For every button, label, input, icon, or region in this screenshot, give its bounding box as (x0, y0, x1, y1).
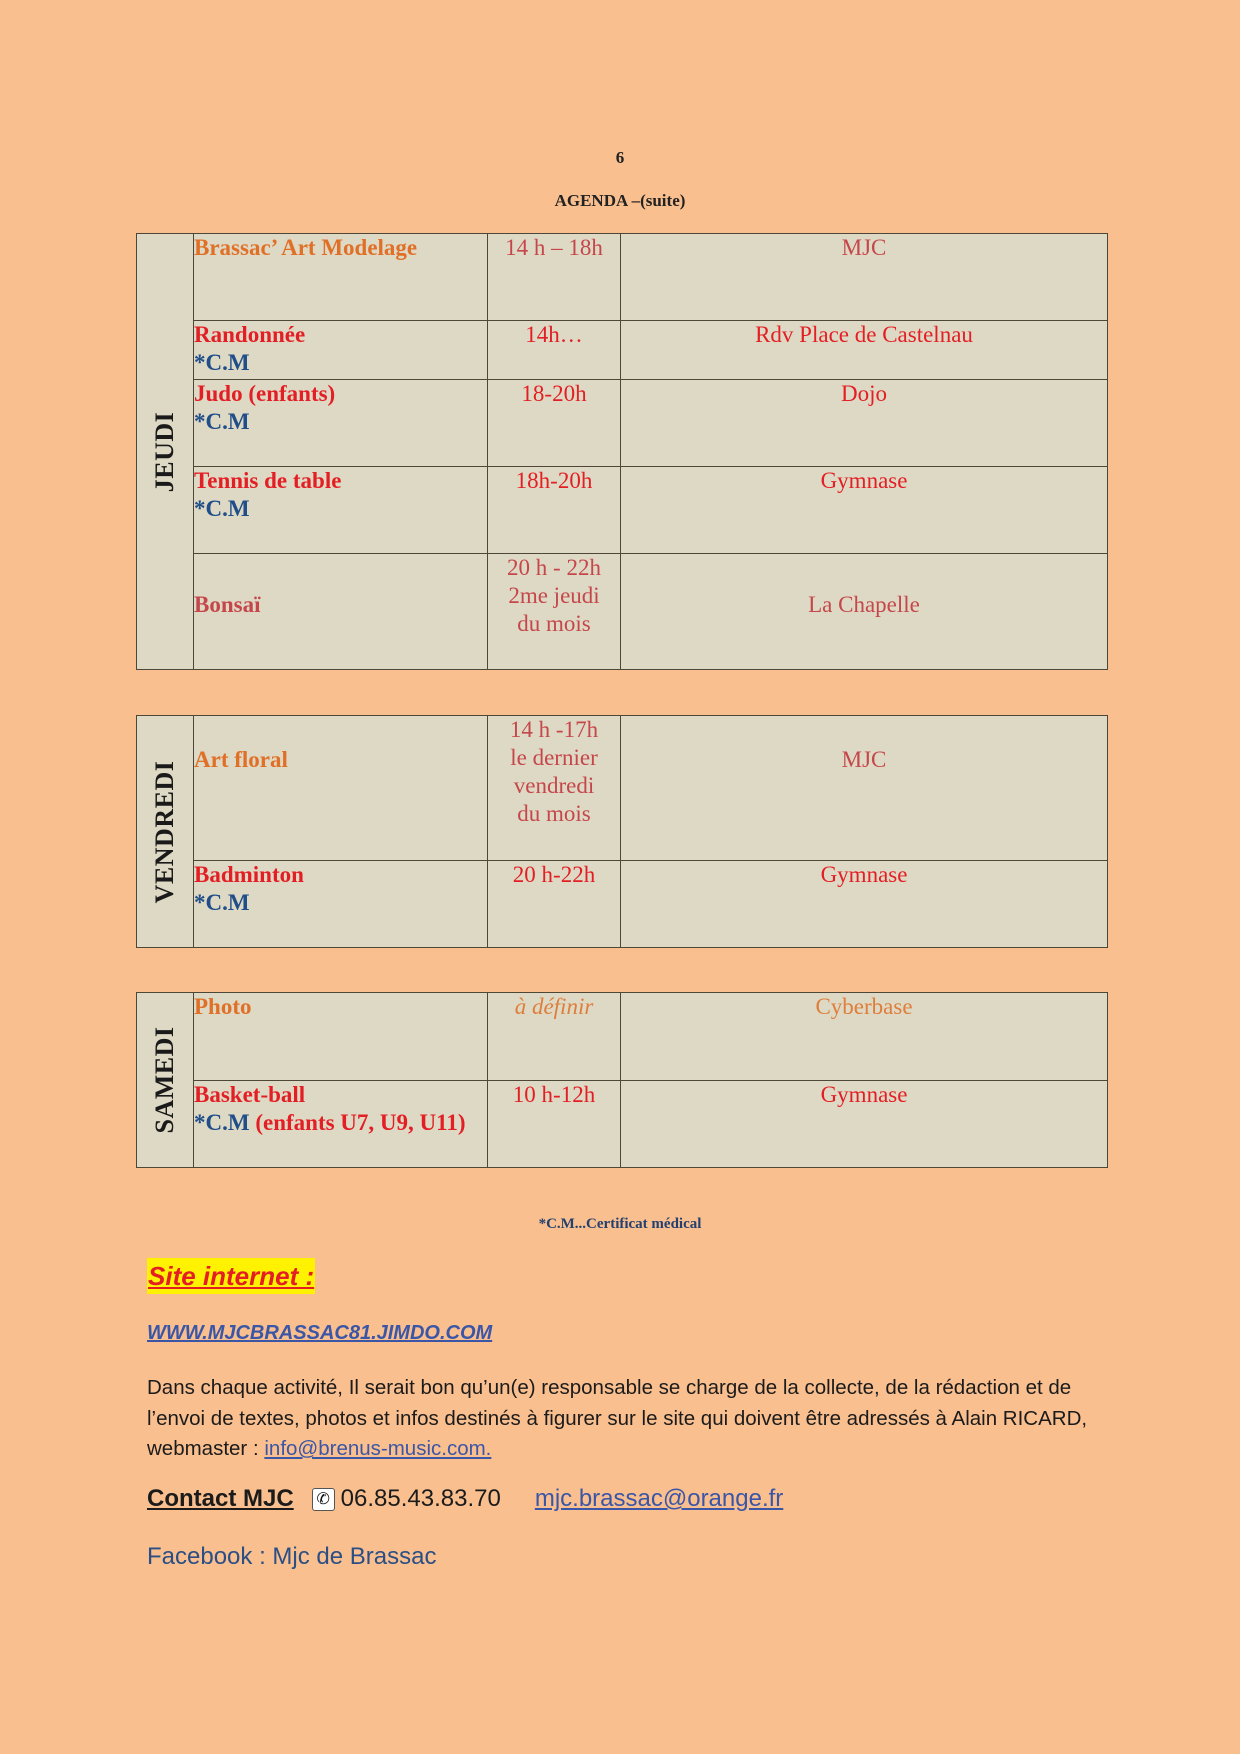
activity-cell (194, 861, 488, 948)
place-cell: Rdv Place de Castelnau (621, 321, 1108, 380)
activity-name: Tennis de table (194, 468, 342, 493)
day-label: SAMEDI (150, 1026, 179, 1134)
time-cell (488, 467, 621, 554)
activity-cell (194, 1081, 488, 1168)
day-cell (137, 993, 194, 1168)
time-line: 18-20h (521, 381, 587, 406)
activity-cell (194, 993, 488, 1081)
time-line: à définir (514, 994, 594, 1019)
time-line: du mois (517, 801, 591, 826)
table-row (137, 716, 1108, 861)
table-row (137, 993, 1108, 1081)
time-line: 20 h - 22h (507, 555, 601, 580)
time-line: 14h… (525, 322, 583, 347)
activity-name: Art floral (194, 747, 288, 772)
activity-name: Photo (194, 994, 252, 1019)
time-line: le dernier (510, 745, 598, 770)
agenda-table-vendredi (136, 715, 1108, 948)
place-cell (621, 554, 1108, 670)
activity-name: Badminton (194, 862, 304, 887)
time-line: 14 h -17h (509, 717, 599, 742)
activity-cell (194, 554, 488, 670)
page-title: AGENDA –(suite) (554, 191, 686, 210)
place-cell: MJC (621, 716, 1108, 861)
contact-label: Contact MJC (147, 1485, 294, 1512)
day-label: JEUDI (150, 411, 179, 492)
activity-name: Judo (enfants) (194, 381, 336, 406)
day-cell (137, 716, 194, 948)
activity-name: Randonnée (194, 322, 306, 347)
activity-cell (194, 467, 488, 554)
webmaster-email-link[interactable]: info@brenus-music.com. (264, 1437, 492, 1460)
page-number: 6 (615, 148, 625, 167)
time-line: 20 h-22h (512, 862, 596, 887)
place-cell: Dojo (621, 380, 1108, 467)
facebook-text: Facebook : Mjc de Brassac (147, 1543, 437, 1570)
time-line: 10 h-12h (512, 1082, 596, 1107)
table-row (137, 380, 1108, 467)
medical-certificate-note: *C.M (194, 890, 250, 915)
time-cell (488, 993, 621, 1081)
time-line: 18h-20h (515, 468, 593, 493)
time-line: du mois (517, 611, 591, 636)
site-heading: Site internet : (147, 1258, 315, 1294)
phone-number: 06.85.43.83.70 (340, 1485, 501, 1512)
table-row (137, 321, 1108, 380)
medical-certificate-note: *C.M (194, 496, 250, 521)
day-cell (137, 234, 194, 670)
table-row (137, 554, 1108, 670)
time-line: 2me jeudi (508, 583, 600, 608)
agenda-table-jeudi (136, 233, 1108, 670)
time-cell (488, 380, 621, 467)
medical-certificate-note: *C.M (194, 350, 250, 375)
time-cell (488, 716, 621, 861)
site-url-link[interactable]: WWW.MJCBRASSAC81.JIMDO.COM (147, 1322, 493, 1344)
table-row (137, 1081, 1108, 1168)
table-row (137, 861, 1108, 948)
table-row (137, 234, 1108, 321)
time-cell (488, 861, 621, 948)
place-cell: Gymnase (621, 1081, 1108, 1168)
activity-cell (194, 716, 488, 861)
activity-cell (194, 234, 488, 321)
age-groups-note: (enfants U7, U9, U11) (249, 1110, 466, 1135)
phone-icon: ✆ (312, 1488, 335, 1511)
time-cell (488, 554, 621, 670)
table-row (137, 467, 1108, 554)
footnote: *C.M...Certificat médical (538, 1216, 702, 1232)
place-text: La Chapelle (808, 591, 920, 617)
time-cell (488, 1081, 621, 1168)
day-label: VENDREDI (150, 760, 179, 903)
activity-name: Basket-ball (194, 1082, 306, 1107)
time-cell (488, 321, 621, 380)
contact-email-link[interactable]: mjc.brassac@orange.fr (534, 1485, 784, 1512)
paragraph-text: Dans chaque activité, Il serait bon qu’un(e) responsable se charge de la collecte, de la rédaction et de l’envoi de textes, photos et infos destinés à figurer sur le site qui doivent être adressés à Alain RICARD, webmaster : (147, 1376, 1088, 1460)
activity-cell (194, 321, 488, 380)
contact-line (147, 1485, 783, 1513)
activity-name: Bonsaï (194, 591, 261, 617)
place-cell: Gymnase (621, 861, 1108, 948)
time-cell (488, 234, 621, 321)
agenda-table-samedi (136, 992, 1108, 1168)
medical-certificate-note: *C.M (194, 409, 250, 434)
info-paragraph (147, 1373, 1107, 1465)
activity-cell (194, 380, 488, 467)
time-line: vendredi (513, 773, 595, 798)
place-cell: Gymnase (621, 467, 1108, 554)
place-cell: MJC (621, 234, 1108, 321)
medical-certificate-note: *C.M (194, 1110, 250, 1135)
activity-name: Brassac’ Art Modelage (194, 235, 418, 260)
place-cell: Cyberbase (621, 993, 1108, 1081)
time-line: 14 h – 18h (505, 235, 603, 260)
